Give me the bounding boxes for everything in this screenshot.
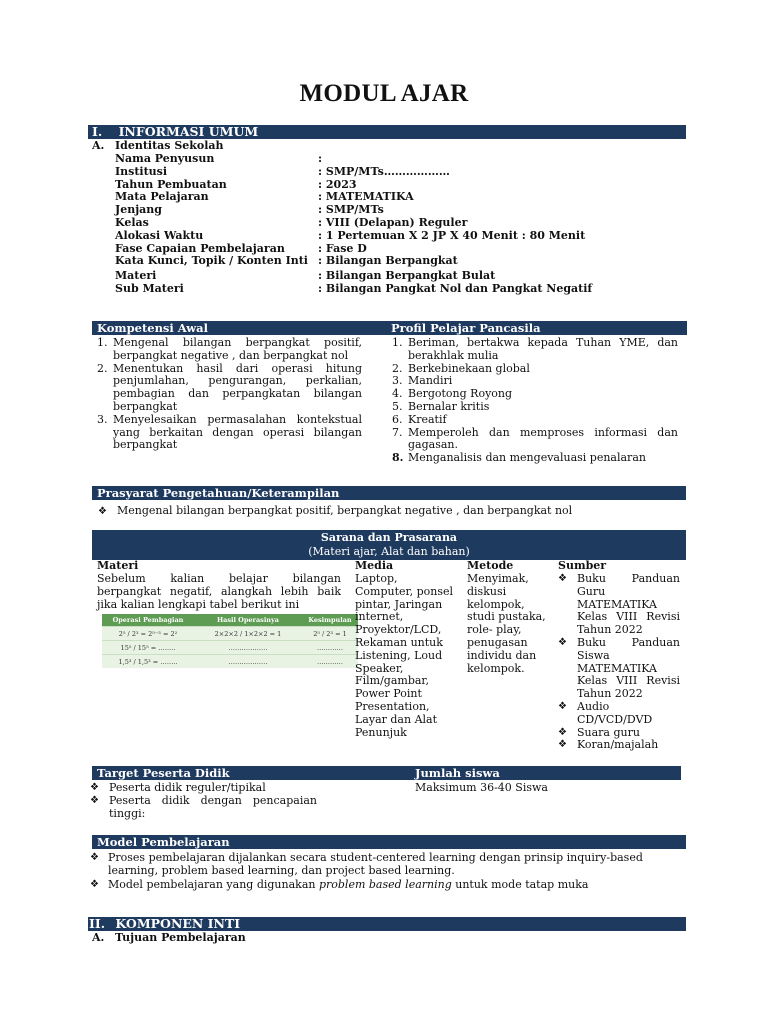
list-number: 1. [392, 336, 403, 349]
list-number: 6. [392, 412, 403, 426]
identitas-label: Fase Capaian Pembelajaran [115, 241, 285, 255]
list-item [97, 337, 362, 363]
list-item [558, 573, 682, 637]
list-text [108, 879, 588, 892]
identitas-label: Kata Kunci, Topik / Konten Inti [115, 254, 308, 268]
table-row [102, 627, 358, 641]
section-komponen-inti [88, 917, 686, 931]
identitas-value: : 2023 [318, 177, 357, 191]
sumber-heading: Sumber [558, 559, 607, 572]
identitas-label: Alokasi Waktu [115, 228, 204, 242]
bullet-icon: ❖ [558, 700, 567, 712]
identitas-label: Tahun Pembuatan [115, 177, 227, 191]
list-text: Bernalar kritis [408, 399, 490, 413]
section-title: KOMPONEN INTI [115, 916, 241, 931]
list-text: Buku Panduan Guru MATEMATIKA Kelas VIII Revisi Tahun 2022 [577, 572, 680, 637]
target-header-bar [92, 766, 681, 780]
materi-heading: Materi [97, 559, 139, 572]
identitas-value: : [318, 152, 323, 165]
bullet-icon: ❖ [90, 878, 99, 890]
subsection-title: Tujuan Pembelajaran [115, 931, 246, 944]
identitas-row [115, 255, 592, 270]
identitas-value: : Bilangan Berpangkat [318, 254, 458, 268]
target-list [90, 782, 320, 820]
subsection-tujuan [92, 932, 246, 945]
subsection-identitas [92, 140, 224, 153]
exercise-table [102, 614, 358, 668]
table-row [102, 655, 358, 669]
identitas-label: Kelas [115, 215, 149, 229]
list-number: 8. [392, 451, 404, 465]
kompetensi-list [97, 337, 362, 452]
media-heading: Media [355, 559, 394, 572]
list-text: Mandiri [408, 374, 453, 388]
profil-list [392, 337, 680, 465]
text-emphasis: problem based learning [318, 877, 452, 891]
jumlah-header: Jumlah siswa [415, 766, 500, 780]
materi-text: Sebelum kalian belajar bilangan berpangkat negatif, alangkah lebih baik jika kalian lengkapi tabel berikut ini [97, 572, 341, 611]
list-item [90, 795, 320, 821]
identitas-value: : Fase D [318, 241, 367, 255]
section-informasi-umum [88, 125, 686, 139]
list-number: 2. [97, 361, 108, 375]
list-item [392, 452, 680, 465]
list-text: Menganalisis dan mengevaluasi penalaran [408, 451, 646, 465]
list-number: 3. [97, 412, 108, 426]
list-text: Proses pembelajaran dijalankan secara student-centered learning dengan prinsip inquiry-based learning, problem based learning, dan project based learning. [108, 851, 643, 877]
table-cell: 15⁵ / 15⁵ = …….. [102, 641, 194, 655]
list-text: Audio CD/VCD/DVD [577, 699, 653, 726]
list-item [97, 414, 362, 452]
list-text: Peserta didik dengan pencapaian tinggi: [109, 793, 317, 820]
list-text: Menentukan hasil dari operasi hitung penjumlahan, pengurangan, perkalian, pembagian dan perpangkatan bilangan berpangkat [113, 361, 362, 413]
page-title: MODUL AJAR [299, 80, 469, 107]
identitas-label: Institusi [115, 164, 168, 178]
list-item [90, 879, 684, 892]
sumber-list [558, 573, 682, 752]
list-number: 1. [97, 336, 108, 349]
metode-heading: Metode [467, 559, 514, 572]
list-text: Kreatif [408, 412, 447, 426]
table-cell: 2⁵ / 2³ = 1 [302, 627, 358, 641]
table-cell: ……………… [194, 655, 302, 669]
metode-text: Menyimak, diskusi kelompok, studi pustaka, role- play, penugasan individu dan kelompok. [467, 572, 546, 675]
identitas-label: Mata Pelajaran [115, 190, 209, 204]
identitas-row [115, 166, 592, 179]
identitas-value: : SMP/MTs……………… [318, 164, 450, 178]
list-number: 3. [392, 374, 403, 388]
list-number: 7. [392, 425, 403, 439]
table-cell: 2⁵ / 2³ = 2⁵⁻³ = 2² [102, 627, 194, 641]
identitas-label: Materi [115, 269, 157, 283]
prasyarat-header: Prasyarat Pengetahuan/Keterampilan [92, 486, 686, 500]
identitas-value: : VIII (Delapan) Reguler [318, 215, 468, 229]
section-title: INFORMASI UMUM [118, 124, 259, 139]
list-item [392, 427, 680, 453]
table-cell: 1,5³ / 1,5³ = …….. [102, 655, 194, 669]
bullet-icon: ❖ [558, 636, 567, 648]
identitas-value: : Bilangan Berpangkat Bulat [318, 269, 496, 283]
list-item [558, 637, 682, 701]
list-text: Menyelesaikan permasalahan kontekstual yang berkaitan dengan operasi bilangan berpangkat [113, 412, 362, 452]
list-text: Beriman, bertakwa kepada Tuhan YME, dan berakhlak mulia [408, 336, 678, 362]
list-text: Memperoleh dan memproses informasi dan gagasan. [408, 425, 678, 452]
list-number: 4. [392, 387, 403, 401]
prasyarat-item [98, 505, 572, 519]
table-header: Operasi Pembagian [102, 614, 194, 627]
list-text: Buku Panduan Siswa MATEMATIKA Kelas VIII Revisi Tahun 2022 [577, 635, 680, 701]
identitas-value: : SMP/MTs [318, 203, 384, 217]
table-row [102, 641, 358, 655]
bullet-icon: ❖ [558, 726, 567, 738]
table-header: Kesimpulan [302, 614, 358, 627]
table-cell: ……………… [194, 641, 302, 655]
identitas-row [115, 283, 592, 296]
list-item [392, 337, 680, 363]
list-text: Bergotong Royong [408, 387, 513, 401]
table-cell: 2×2×2 / 1×2×2 = 1 [194, 627, 302, 641]
identitas-list [115, 153, 592, 296]
text-part: Model pembelajaran yang digunakan [108, 877, 319, 891]
sarana-title: Sarana dan Prasarana [320, 531, 458, 544]
identitas-value: : Bilangan Pangkat Nol dan Pangkat Negatif [318, 282, 593, 296]
bullet-icon: ❖ [90, 852, 99, 863]
list-number: 5. [392, 399, 403, 413]
model-header: Model Pembelajaran [92, 835, 686, 849]
kompetensi-header: Kompetensi Awal [92, 321, 389, 335]
identitas-row [115, 153, 592, 166]
list-item [558, 739, 682, 752]
list-item [90, 782, 320, 795]
list-item [392, 414, 680, 427]
bullet-icon: ❖ [90, 782, 99, 793]
section-number: I. [92, 124, 103, 139]
section-number: II. [89, 916, 106, 931]
list-text: Mengenal bilangan berpangkat positif, berpangkat negative , dan berpangkat nol [113, 336, 362, 362]
bullet-icon: ❖ [558, 573, 567, 584]
list-text: Suara guru [577, 725, 640, 739]
identitas-row [115, 217, 592, 230]
list-item [90, 852, 684, 878]
table-cell: ………… [302, 641, 358, 655]
subsection-letter: A. [92, 139, 105, 152]
list-number: 2. [392, 361, 403, 375]
table-header-row [102, 614, 358, 627]
list-item [558, 701, 682, 727]
jumlah-value: Maksimum 36-40 Siswa [415, 781, 548, 794]
table-cell: ………… [302, 655, 358, 669]
list-item [392, 401, 680, 414]
bullet-icon: ❖ [98, 506, 107, 517]
identitas-label: Sub Materi [115, 282, 184, 296]
target-header: Target Peserta Didik [97, 766, 230, 780]
table-header: Hasil Operasinya [194, 614, 302, 627]
sarana-subtitle: (Materi ajar, Alat dan bahan) [308, 545, 470, 558]
model-list [90, 852, 684, 891]
media-text: Laptop, Computer, ponsel pintar, Jaringan internet, Proyektor/LCD, Rekaman untuk Listening, Loud Speaker, Film/gambar, Power Point Presentation, Layar dan Alat Penunjuk [355, 572, 453, 739]
list-text: Berkebinekaan global [408, 361, 530, 375]
subsection-title: Identitas Sekolah [115, 139, 224, 152]
identitas-row [115, 230, 592, 243]
bullet-icon: ❖ [558, 739, 567, 751]
profil-header: Profil Pelajar Pancasila [386, 321, 687, 335]
prasyarat-text: Mengenal bilangan berpangkat positif, berpangkat negative , dan berpangkat nol [117, 504, 573, 517]
materi-table [102, 614, 358, 668]
subsection-letter: A. [92, 931, 105, 944]
identitas-value: : 1 Pertemuan X 2 JP X 40 Menit : 80 Menit [318, 228, 586, 242]
list-text: Koran/majalah [577, 738, 659, 752]
list-item [97, 363, 362, 414]
sarana-header [92, 530, 686, 560]
list-text: Peserta didik reguler/tipikal [109, 781, 266, 794]
identitas-label: Nama Penyusun [115, 152, 215, 165]
identitas-label: Jenjang [115, 203, 162, 217]
identitas-value: : MATEMATIKA [318, 190, 414, 204]
text-part: untuk mode tatap muka [451, 877, 589, 891]
bullet-icon: ❖ [90, 794, 99, 806]
